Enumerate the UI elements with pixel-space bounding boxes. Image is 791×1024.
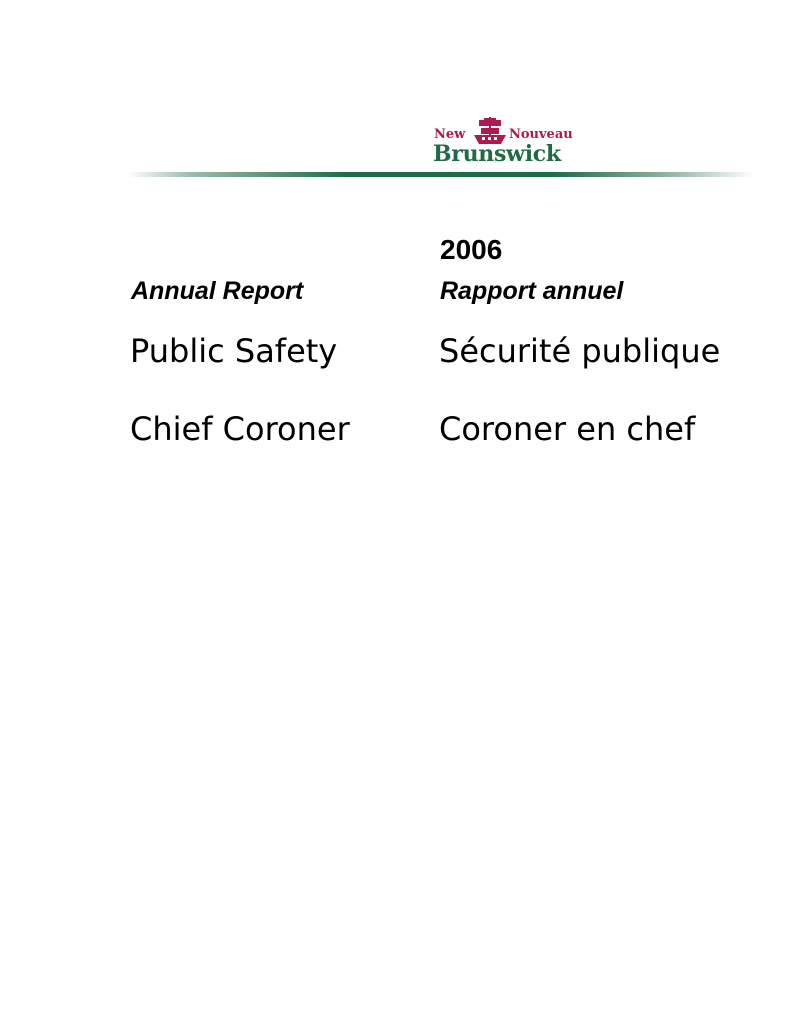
logo-word-nouveau: Nouveau	[509, 127, 573, 142]
subtitle-french: Rapport annuel	[440, 277, 624, 305]
report-year: 2006	[440, 234, 503, 265]
nb-logo	[432, 116, 572, 170]
office-french: Coroner en chef	[439, 410, 696, 448]
department-french: Sécurité publique	[439, 332, 721, 370]
logo-word-new: New	[434, 127, 466, 142]
subtitle-english: Annual Report	[131, 277, 304, 305]
header-rule	[128, 172, 753, 177]
department-english: Public Safety	[130, 332, 338, 370]
office-english: Chief Coroner	[130, 410, 350, 448]
logo-word-brunswick: Brunswick	[433, 141, 561, 167]
